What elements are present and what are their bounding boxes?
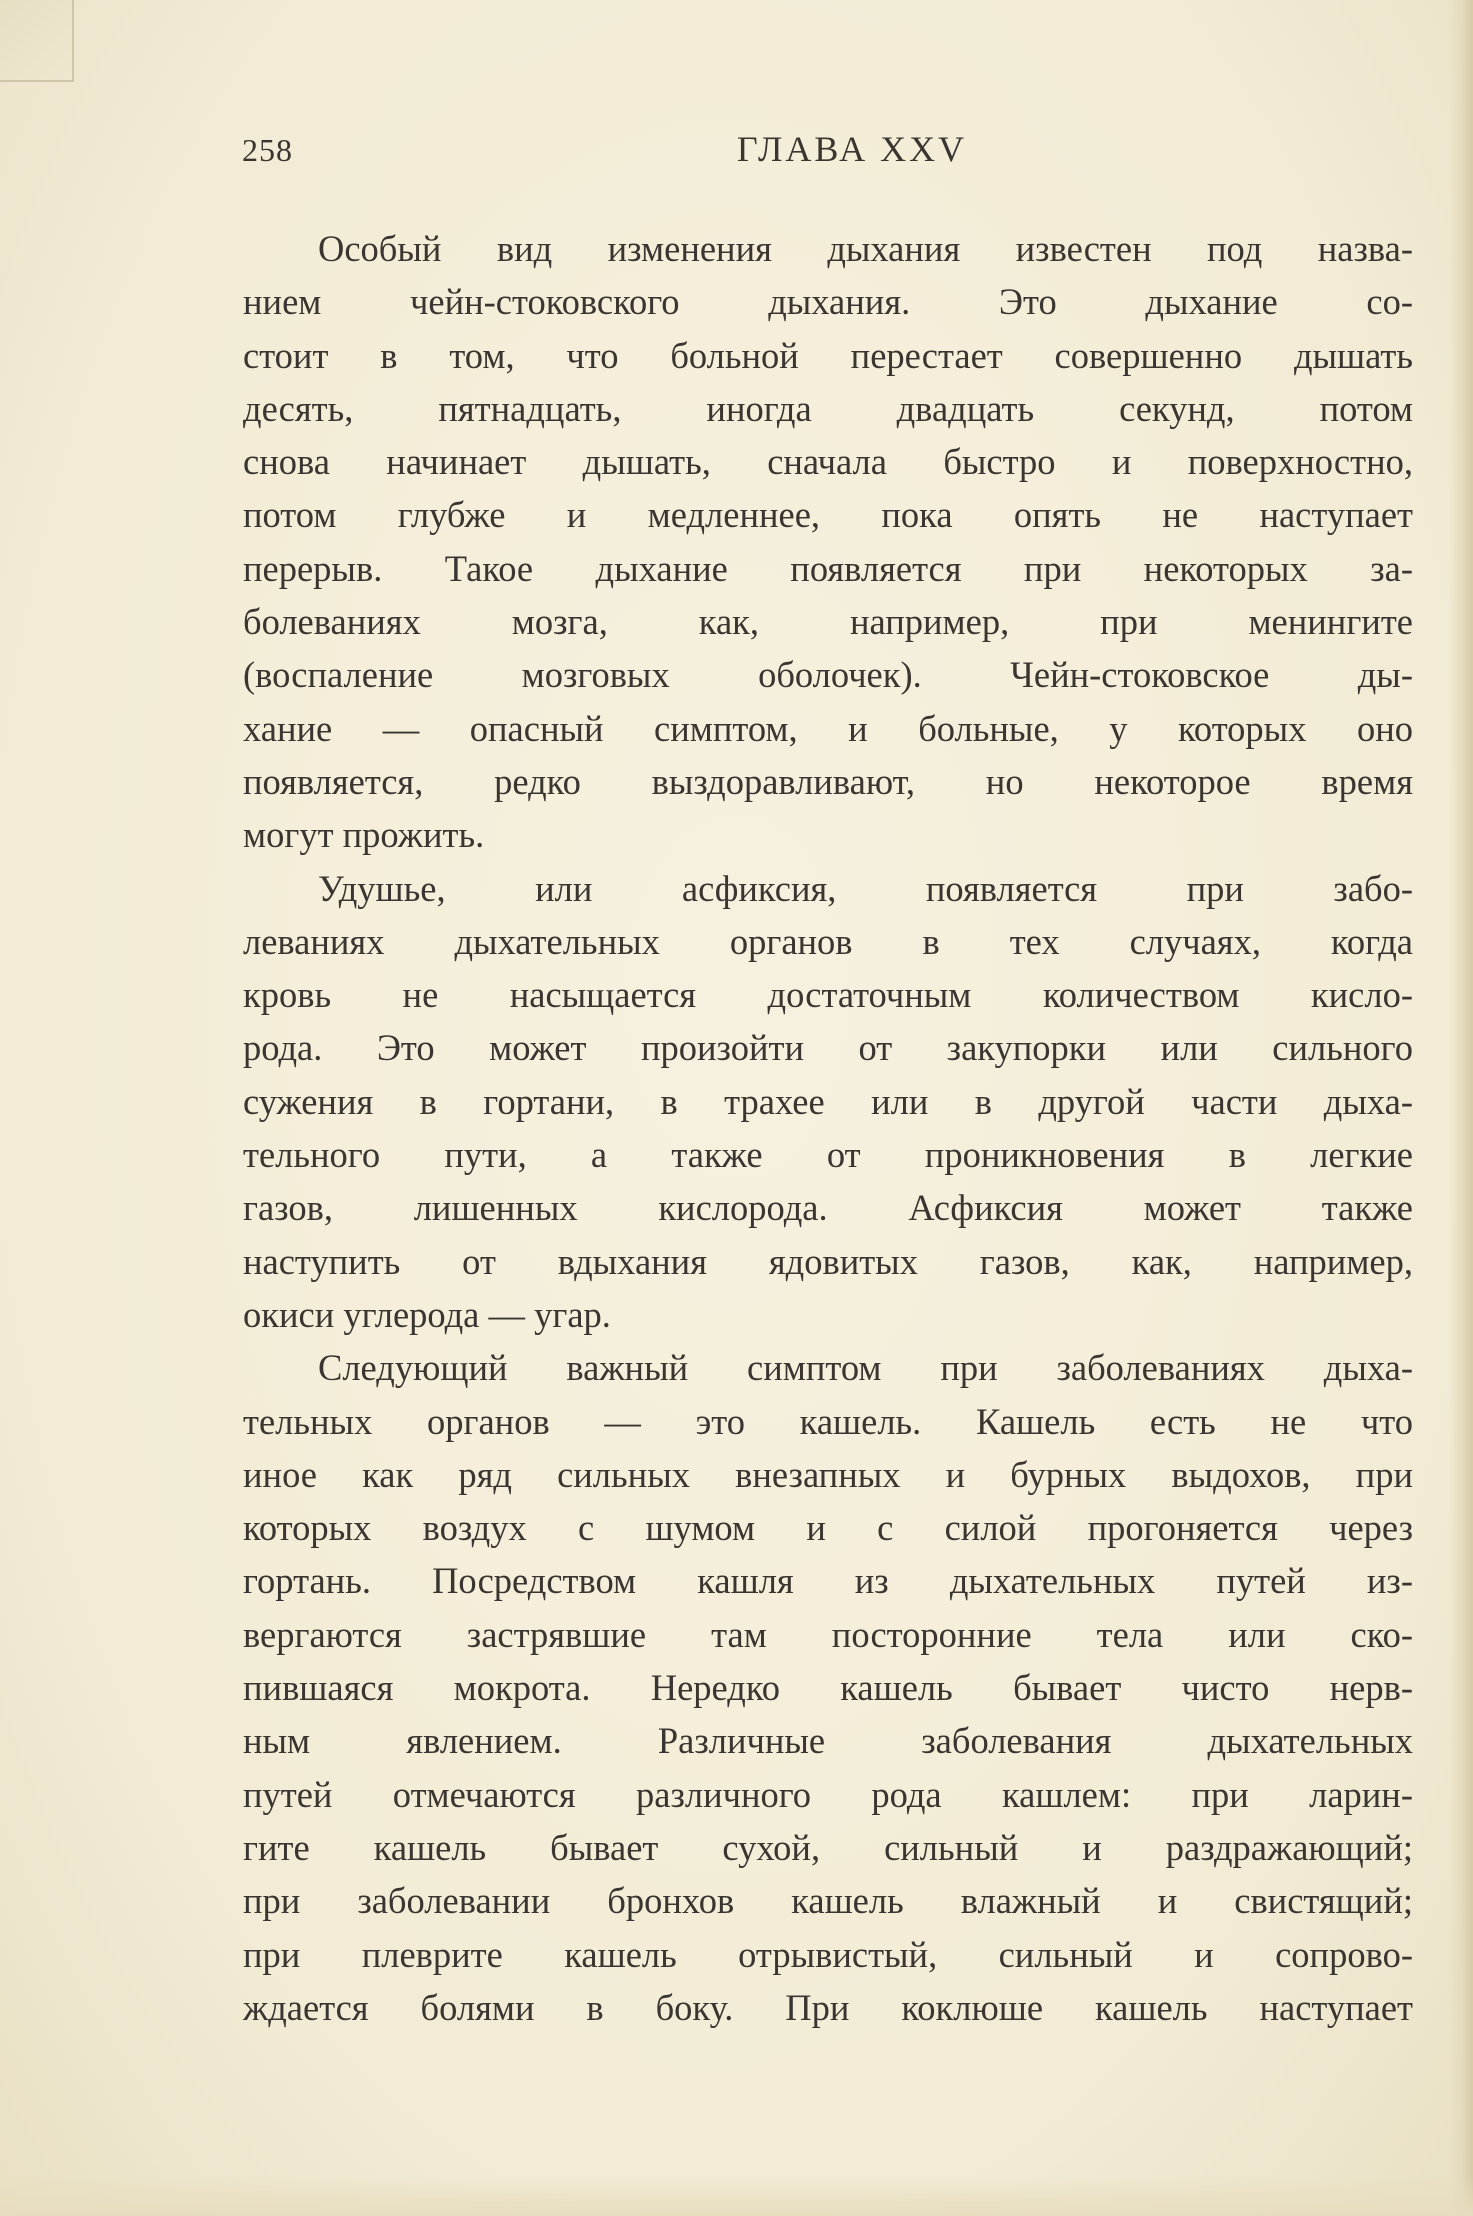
text-line: ждается болями в боку. При коклюше кашель наступает — [243, 1986, 1413, 2028]
text-line: могут прожить. — [243, 814, 485, 856]
page-number: 258 — [242, 132, 293, 168]
text-line: путей отмечаются различного рода кашлем: при ларин- — [243, 1773, 1413, 1815]
text-line: появляется, редко выздоравливают, но некоторое время — [243, 760, 1413, 802]
text-line: тельного пути, а также от проникновения в легкие — [243, 1134, 1413, 1176]
text-line: Следующий важный симптом при заболеваниях дыха- — [318, 1347, 1413, 1389]
text-line: сужения в гортани, в трахее или в другой части дыха- — [243, 1080, 1413, 1122]
text-line: кровь не насыщается достаточным количеством кисло- — [243, 974, 1413, 1016]
text-line: потом глубже и медленнее, пока опять не наступает — [243, 494, 1413, 536]
running-header — [242, 128, 1412, 178]
text-line: наступить от вдыхания ядовитых газов, как, например, — [243, 1240, 1413, 1282]
text-line: Особый вид изменения дыхания известен под назва- — [318, 228, 1413, 269]
chapter-title: ГЛАВА XXV — [736, 129, 968, 169]
text-line: газов, лишенных кислорода. Асфиксия может также — [243, 1187, 1413, 1229]
page-edge-shadow — [1449, 0, 1473, 2216]
text-line: десять, пятнадцать, иногда двадцать секунд, потом — [243, 387, 1413, 429]
text-line: леваниях дыхательных органов в тех случаях, когда — [243, 920, 1413, 962]
page-bottom-shadow — [0, 2176, 1473, 2216]
text-line: пившаяся мокрота. Нередко кашель бывает чисто нерв- — [243, 1667, 1413, 1709]
text-line: нием чейн-стоковского дыхания. Это дыхание со- — [243, 281, 1413, 323]
text-line: при заболевании бронхов кашель влажный и свистящий; — [243, 1880, 1413, 1922]
text-line: тельных органов — это кашель. Кашель есть не что — [243, 1400, 1413, 1442]
corner-fold — [0, 0, 74, 82]
body-text — [243, 222, 1413, 2034]
text-line: Удушье, или асфиксия, появляется при забо- — [318, 867, 1413, 909]
text-line: (воспаление мозговых оболочек). Чейн-стоковское ды- — [243, 654, 1413, 696]
text-line: при плеврите кашель отрывистый, сильный и сопрово- — [243, 1933, 1413, 1975]
text-line: вергаются застрявшие там посторонние тела или ско- — [243, 1613, 1413, 1655]
text-line: перерыв. Такое дыхание появляется при некоторых за- — [243, 547, 1413, 589]
text-line: снова начинает дышать, сначала быстро и поверхностно, — [243, 441, 1413, 483]
text-line: хание — опасный симптом, и больные, у которых оно — [243, 707, 1413, 749]
text-line: рода. Это может произойти от закупорки или сильного — [243, 1027, 1413, 1069]
text-line: которых воздух с шумом и с силой прогоняется через — [243, 1507, 1413, 1549]
text-line: окиси углерода — угар. — [243, 1293, 611, 1335]
text-line: гите кашель бывает сухой, сильный и раздражающий; — [243, 1826, 1413, 1868]
text-line: гортань. Посредством кашля из дыхательных путей из- — [243, 1560, 1413, 1602]
text-line: ным явлением. Различные заболевания дыхательных — [243, 1720, 1413, 1762]
text-line: стоит в том, что больной перестает совершенно дышать — [243, 334, 1413, 376]
text-line: болеваниях мозга, как, например, при менингите — [243, 601, 1413, 643]
text-line: иное как ряд сильных внезапных и бурных выдохов, при — [243, 1453, 1413, 1495]
